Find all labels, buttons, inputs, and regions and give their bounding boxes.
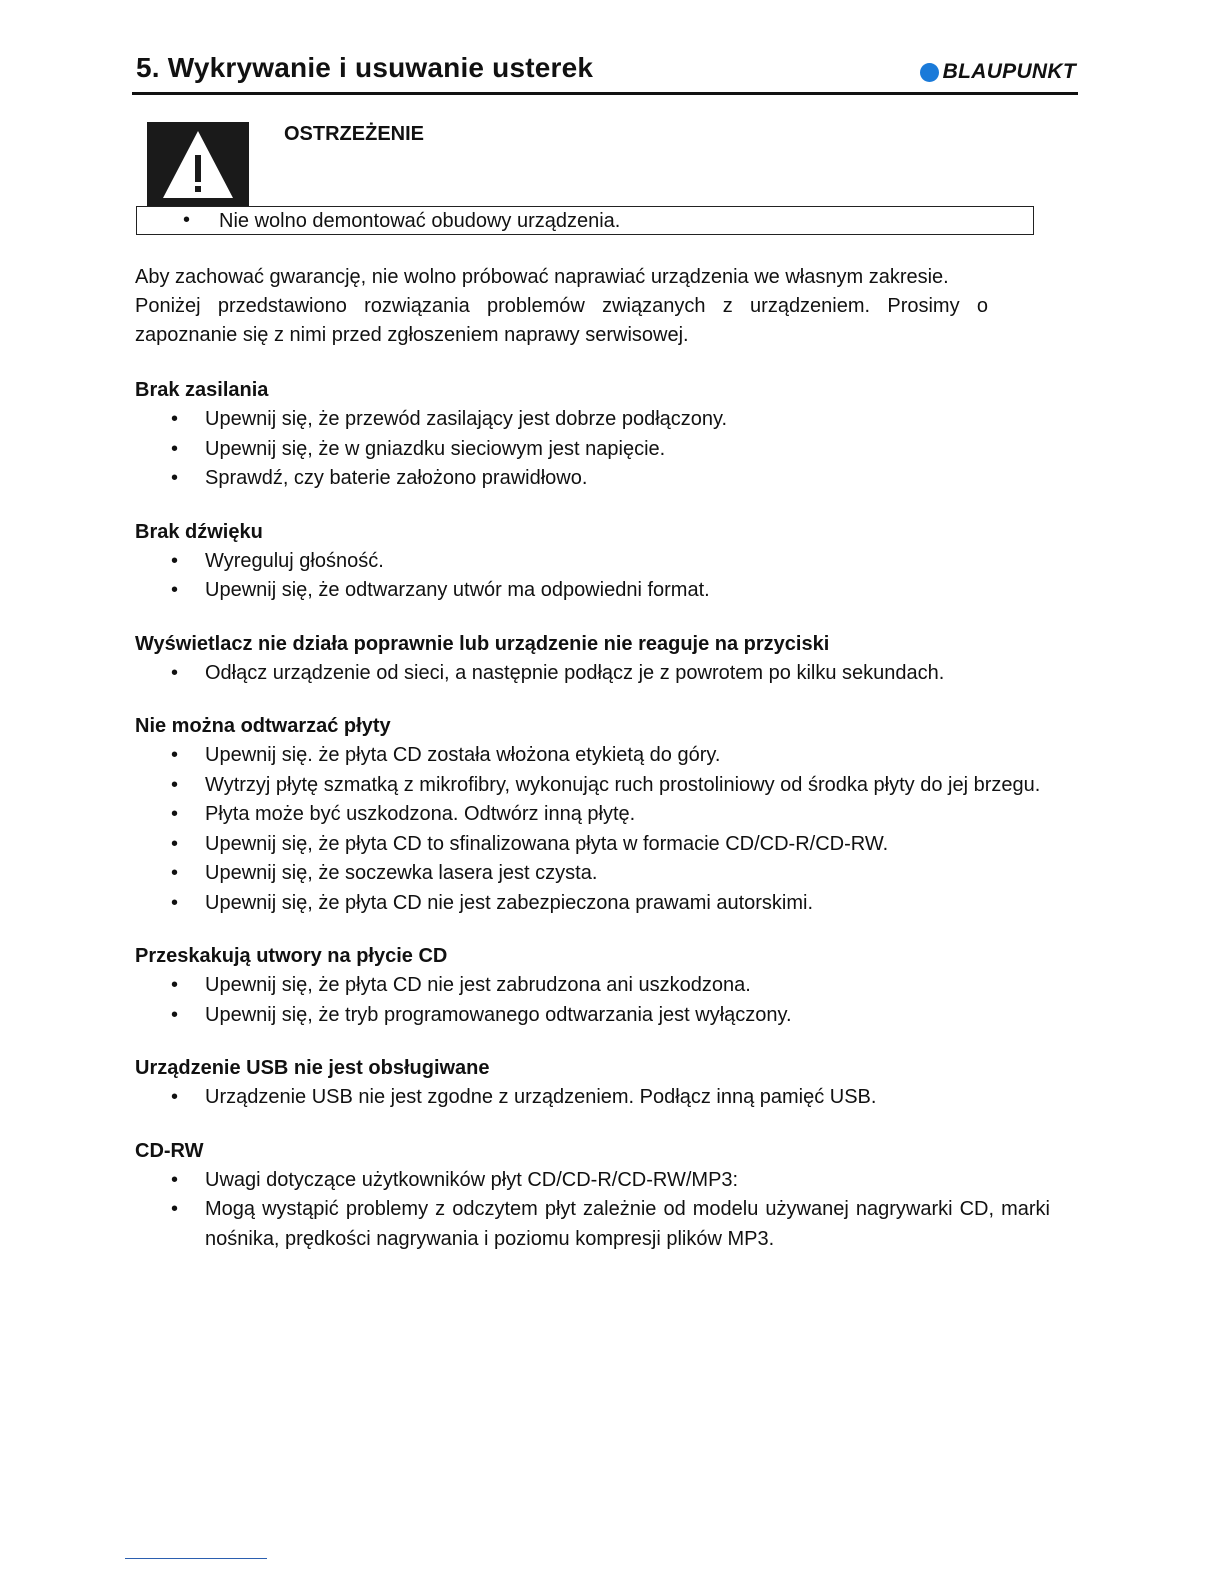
intro-line: Aby zachować gwarancję, nie wolno próbować naprawiać urządzenia we własnym zakresie. xyxy=(135,266,949,288)
list-item-text: Upewnij się, że w gniazdku sieciowym jest napięcie. xyxy=(205,437,666,460)
bullet-icon: • xyxy=(171,1168,179,1191)
list-item xyxy=(135,464,1050,494)
list-item xyxy=(135,547,1050,577)
list-item xyxy=(135,771,1050,801)
page-title: 5. Wykrywanie i usuwanie usterek xyxy=(136,52,594,83)
bullet-icon: • xyxy=(171,744,179,766)
list-item-text: Upewnij się, że soczewka lasera jest czysta. xyxy=(205,862,598,884)
section-list xyxy=(135,659,1050,689)
list-item xyxy=(135,1166,1050,1196)
section-no-power xyxy=(135,376,1050,494)
section-list xyxy=(135,971,1050,1030)
section-title: Nie można odtwarzać płyty xyxy=(135,715,391,737)
list-item xyxy=(135,1083,1050,1113)
list-item xyxy=(135,889,1050,919)
section-title: Brak zasilania xyxy=(135,379,269,401)
section-title: Przeskakują utwory na płycie CD xyxy=(135,945,448,967)
list-item-text: Uwagi dotyczące użytkowników płyt CD/CD-R/CD-RW/MP3: xyxy=(205,1168,739,1191)
troubleshooting-sections xyxy=(135,376,1050,1278)
list-item xyxy=(135,741,1050,771)
bullet-icon: • xyxy=(171,408,179,430)
list-item xyxy=(135,971,1050,1001)
bullet-icon: • xyxy=(171,803,179,825)
section-list xyxy=(135,405,1050,494)
bullet-icon: • xyxy=(171,862,179,884)
list-item-text: Wytrzyj płytę szmatką z mikrofibry, wykonując ruch prostoliniowy od środka płyty do jej brzegu. xyxy=(205,773,1041,796)
bullet-icon: • xyxy=(171,549,179,572)
bullet-icon: • xyxy=(171,579,179,601)
section-cd-rw xyxy=(135,1137,1050,1255)
list-item-text: Odłącz urządzenie od sieci, a następnie podłącz je z powrotem po kilku sekundach. xyxy=(205,661,945,684)
section-title: Brak dźwięku xyxy=(135,520,263,543)
list-item xyxy=(135,1001,1050,1031)
list-item-text: Upewnij się. że płyta CD została włożona etykietą do góry. xyxy=(205,744,721,766)
list-item-text: Sprawdź, czy baterie założono prawidłowo. xyxy=(205,467,588,489)
list-item xyxy=(135,800,1050,830)
list-item-text: Upewnij się, że przewód zasilający jest dobrze podłączony. xyxy=(205,408,728,430)
section-list xyxy=(135,1083,1050,1113)
brand-logo xyxy=(920,60,1076,84)
list-item-text: Urządzenie USB nie jest zgodne z urządzeniem. Podłącz inną pamięć USB. xyxy=(205,1086,877,1108)
section-list xyxy=(135,741,1050,918)
section-no-sound xyxy=(135,518,1050,606)
bullet-icon: • xyxy=(171,1198,179,1220)
bullet-icon: • xyxy=(171,974,179,996)
list-item-text: Mogą wystąpić problemy z odczytem płyt zależnie od modelu używanej nagrywarki CD, marki nośnika, prędkości nagrywania i poziomu kompresji plików MP3. xyxy=(205,1198,1050,1250)
list-item-text: Upewnij się, że płyta CD nie jest zabrudzona ani uszkodzona. xyxy=(205,974,751,996)
bullet-icon: • xyxy=(171,1003,179,1026)
bullet-icon: • xyxy=(171,832,179,855)
bullet-icon: • xyxy=(171,467,179,489)
bullet-icon: • xyxy=(183,209,191,231)
list-item-text: Upewnij się, że tryb programowanego odtwarzania jest wyłączony. xyxy=(205,1003,792,1026)
brand-dot-icon xyxy=(920,63,939,82)
bullet-icon: • xyxy=(171,437,179,460)
list-item xyxy=(135,1195,1050,1254)
footnote-divider xyxy=(125,1558,267,1559)
bullet-icon: • xyxy=(171,661,179,684)
section-disc-playback xyxy=(135,712,1050,918)
section-title: Wyświetlacz nie działa poprawnie lub urządzenie nie reaguje na przyciski xyxy=(135,632,830,655)
list-item xyxy=(135,659,1050,689)
section-title: Urządzenie USB nie jest obsługiwane xyxy=(135,1057,490,1079)
page-header xyxy=(132,50,1078,95)
list-item xyxy=(135,405,1050,435)
warning-title: OSTRZEŻENIE xyxy=(284,123,425,145)
list-item xyxy=(135,435,1050,465)
bullet-icon: • xyxy=(171,891,179,914)
warning-box xyxy=(136,206,1034,235)
section-title: CD-RW xyxy=(135,1139,204,1162)
list-item-text: Upewnij się, że płyta CD nie jest zabezpieczona prawami autorskimi. xyxy=(205,891,814,914)
section-list xyxy=(135,547,1050,606)
list-item xyxy=(135,859,1050,889)
list-item-text: Upewnij się, że odtwarzany utwór ma odpowiedni format. xyxy=(205,579,710,601)
list-item-text: Płyta może być uszkodzona. Odtwórz inną płytę. xyxy=(205,803,636,825)
intro-paragraph xyxy=(135,263,988,350)
section-track-skipping xyxy=(135,942,1050,1030)
intro-line: Poniżej przedstawiono rozwiązania problemów związanych z urządzeniem. Prosimy o zapoznanie się z nimi przed zgłoszeniem naprawy serwisowej. xyxy=(135,295,988,346)
brand-name: BLAUPUNKT xyxy=(942,60,1076,83)
bullet-icon: • xyxy=(171,1086,179,1108)
warning-text: Nie wolno demontować obudowy urządzenia. xyxy=(219,210,621,232)
list-item-text: Upewnij się, że płyta CD to sfinalizowana płyta w formacie CD/CD-R/CD-RW. xyxy=(205,832,889,855)
warning-triangle-icon xyxy=(147,122,249,206)
list-item-text: Wyreguluj głośność. xyxy=(205,549,384,572)
list-item xyxy=(135,830,1050,860)
bullet-icon: • xyxy=(171,773,179,796)
section-usb-unsupported xyxy=(135,1054,1050,1113)
section-display-issue xyxy=(135,630,1050,689)
list-item xyxy=(135,576,1050,606)
section-list xyxy=(135,1166,1050,1255)
